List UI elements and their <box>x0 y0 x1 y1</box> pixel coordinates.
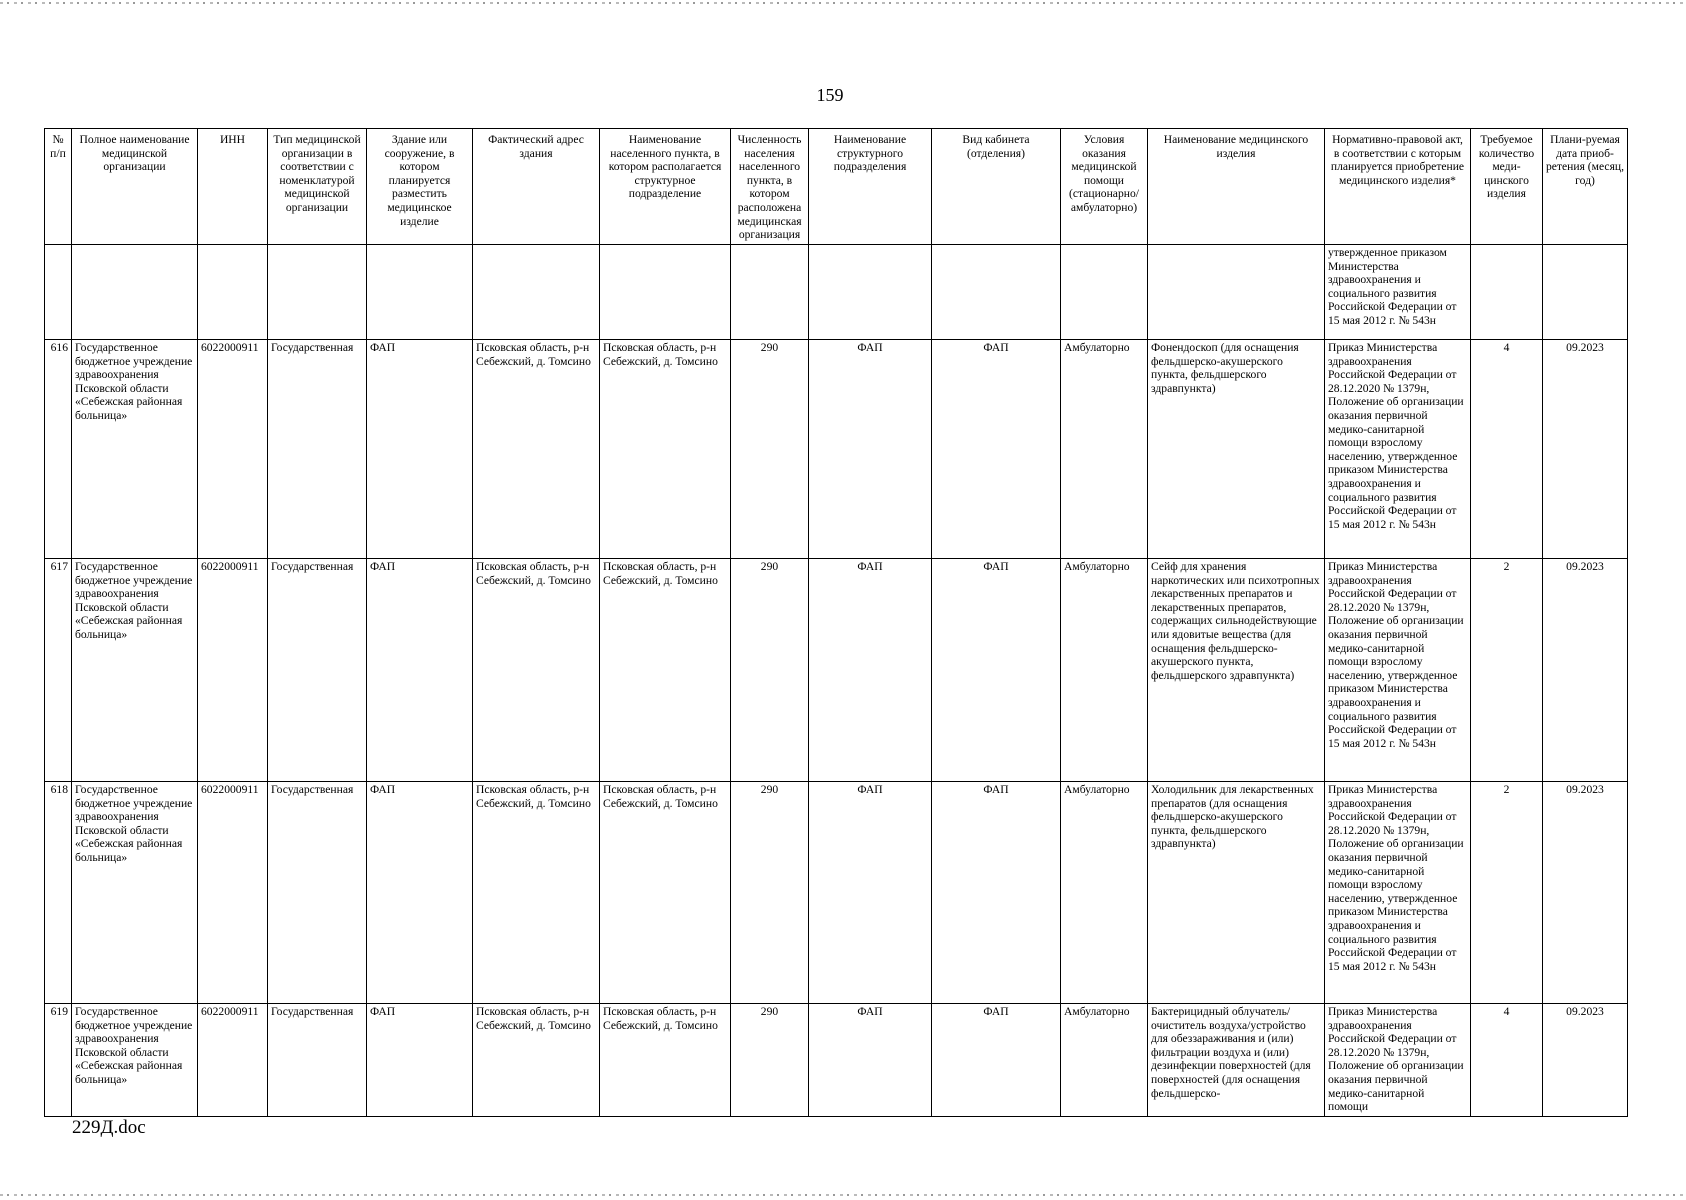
header-cell-device: Наименование медицинского изделия <box>1148 129 1325 245</box>
building: ФАП <box>367 559 473 782</box>
address: Псковская область, р-н Себежский, д. Томсино <box>473 782 600 1004</box>
address: Псковская область, р-н Себежский, д. Томсино <box>473 1004 600 1117</box>
inn: 6022000911 <box>198 782 268 1004</box>
population: 290 <box>731 340 809 559</box>
org-name: Государственное бюджетное учреждение здравоохранения Псковской области «Себежская районная больница» <box>72 1004 198 1117</box>
row-number: 619 <box>45 1004 72 1117</box>
inn: 6022000911 <box>198 340 268 559</box>
purchase-date: 09.2023 <box>1543 782 1628 1004</box>
inn: 6022000911 <box>198 1004 268 1117</box>
cabinet-type: ФАП <box>932 1004 1061 1117</box>
cabinet-type: ФАП <box>932 340 1061 559</box>
header-cell-population: Численность населения населенного пункта, в котором расположена медицинская организация <box>731 129 809 245</box>
header-cell-date: Плани-руемая дата приоб-ретения (месяц, год) <box>1543 129 1628 245</box>
structural-unit: ФАП <box>809 782 932 1004</box>
locality: Псковская область, р-н Себежский, д. Томсино <box>600 782 731 1004</box>
row-number: 618 <box>45 782 72 1004</box>
care-conditions: Амбулаторно <box>1061 340 1148 559</box>
continuation-row <box>45 245 1628 340</box>
header-cell-qty: Требуемое количество меди-цинского изделия <box>1471 129 1543 245</box>
building: ФАП <box>367 1004 473 1117</box>
org-type: Государственная <box>268 559 367 782</box>
locality: Псковская область, р-н Себежский, д. Томсино <box>600 559 731 782</box>
population: 290 <box>731 1004 809 1117</box>
header-cell-type: Тип медицинской организации в соответствии с номенклатурой медицинской организации <box>268 129 367 245</box>
device-name: Бактерицидный облучатель/очиститель воздуха/устройство для обеззараживания и (или) фильтрации воздуха и (или) дезинфекции поверхностей (для поверхностей (для оснащения фельдшерско- <box>1148 1004 1325 1117</box>
org-type: Государственная <box>268 1004 367 1117</box>
device-name: Фонендоскоп (для оснащения фельдшерско-акушерского пункта, фельдшерского здравпункта) <box>1148 340 1325 559</box>
header-cell-locality: Наименование населенного пункта, в котором располагается структурное подразделение <box>600 129 731 245</box>
header-cell-address: Фактический адрес здания <box>473 129 600 245</box>
population: 290 <box>731 782 809 1004</box>
table-row <box>45 559 1628 782</box>
header-cell-act: Нормативно-правовой акт, в соответствии с которым планируется приобретение медицинского изделия* <box>1325 129 1471 245</box>
footer-filename: 229Д.doc <box>72 1117 146 1138</box>
inn: 6022000911 <box>198 559 268 782</box>
header-cell-building: Здание или сооружение, в котором планируется разместить медицинское изделие <box>367 129 473 245</box>
page-number: 159 <box>816 85 844 105</box>
device-name: Холодильник для лекарственных препаратов (для оснащения фельдшерско-акушерского пункта, фельдшерского здравпункта) <box>1148 782 1325 1004</box>
care-conditions: Амбулаторно <box>1061 1004 1148 1117</box>
structural-unit: ФАП <box>809 340 932 559</box>
quantity: 2 <box>1471 782 1543 1004</box>
cabinet-type: ФАП <box>932 559 1061 782</box>
legal-act: Приказ Министерства здравоохранения Российской Федерации от 28.12.2020 № 1379н, Положение об организации оказания первичной медико-санитарной помощи взрослому населению, утвержденное приказом Министерства здравоохранения и социального развития Российской Федерации от 15 мая 2012 г. № 543н <box>1325 340 1471 559</box>
locality: Псковская область, р-н Себежский, д. Томсино <box>600 340 731 559</box>
structural-unit: ФАП <box>809 1004 932 1117</box>
org-name: Государственное бюджетное учреждение здравоохранения Псковской области «Себежская районная больница» <box>72 782 198 1004</box>
purchase-date: 09.2023 <box>1543 1004 1628 1117</box>
continuation-text: утвержденное приказом Министерства здравоохранения и социального развития Российской Федерации от 15 мая 2012 г. № 543н <box>1325 245 1471 340</box>
org-name: Государственное бюджетное учреждение здравоохранения Псковской области «Себежская районная больница» <box>72 559 198 782</box>
table-row <box>45 782 1628 1004</box>
legal-act: Приказ Министерства здравоохранения Российской Федерации от 28.12.2020 № 1379н, Положение об организации оказания первичной медико-санитарной помощи <box>1325 1004 1471 1117</box>
quantity: 4 <box>1471 340 1543 559</box>
building: ФАП <box>367 340 473 559</box>
row-number: 616 <box>45 340 72 559</box>
address: Псковская область, р-н Себежский, д. Томсино <box>473 559 600 782</box>
legal-act: Приказ Министерства здравоохранения Российской Федерации от 28.12.2020 № 1379н, Положение об организации оказания первичной медико-санитарной помощи взрослому населению, утвержденное приказом Министерства здравоохранения и социального развития Российской Федерации от 15 мая 2012 г. № 543н <box>1325 782 1471 1004</box>
header-cell-inn: ИНН <box>198 129 268 245</box>
header-cell-conditions: Условия оказания медицинской помощи (стационарно/ амбулаторно) <box>1061 129 1148 245</box>
quantity: 4 <box>1471 1004 1543 1117</box>
cabinet-type: ФАП <box>932 782 1061 1004</box>
address: Псковская область, р-н Себежский, д. Томсино <box>473 340 600 559</box>
header-cell-org: Полное наименование медицинской организации <box>72 129 198 245</box>
org-type: Государственная <box>268 782 367 1004</box>
table-row <box>45 340 1628 559</box>
table-row <box>45 1004 1628 1117</box>
org-type: Государственная <box>268 340 367 559</box>
structural-unit: ФАП <box>809 559 932 782</box>
scan-edge-top <box>0 2 1686 4</box>
care-conditions: Амбулаторно <box>1061 782 1148 1004</box>
quantity: 2 <box>1471 559 1543 782</box>
care-conditions: Амбулаторно <box>1061 559 1148 782</box>
population: 290 <box>731 559 809 782</box>
building: ФАП <box>367 782 473 1004</box>
header-cell-num: № п/п <box>45 129 72 245</box>
header-cell-cabinet: Вид кабинета (отделения) <box>932 129 1061 245</box>
legal-act: Приказ Министерства здравоохранения Российской Федерации от 28.12.2020 № 1379н, Положение об организации оказания первичной медико-санитарной помощи взрослому населению, утвержденное приказом Министерства здравоохранения и социального развития Российской Федерации от 15 мая 2012 г. № 543н <box>1325 559 1471 782</box>
header-row <box>45 129 1628 245</box>
device-name: Сейф для хранения наркотических или психотропных лекарственных препаратов и лекарственных препаратов, содержащих сильнодействующие или ядовитые вещества (для оснащения фельдшерско-акушерского пункта, фельдшерского здравпункта) <box>1148 559 1325 782</box>
header-cell-unit: Наименование структурного подразделения <box>809 129 932 245</box>
scan-edge-bottom <box>0 1194 1686 1196</box>
equipment-table <box>44 128 1628 1117</box>
org-name: Государственное бюджетное учреждение здравоохранения Псковской области «Себежская районная больница» <box>72 340 198 559</box>
row-number: 617 <box>45 559 72 782</box>
purchase-date: 09.2023 <box>1543 559 1628 782</box>
locality: Псковская область, р-н Себежский, д. Томсино <box>600 1004 731 1117</box>
purchase-date: 09.2023 <box>1543 340 1628 559</box>
